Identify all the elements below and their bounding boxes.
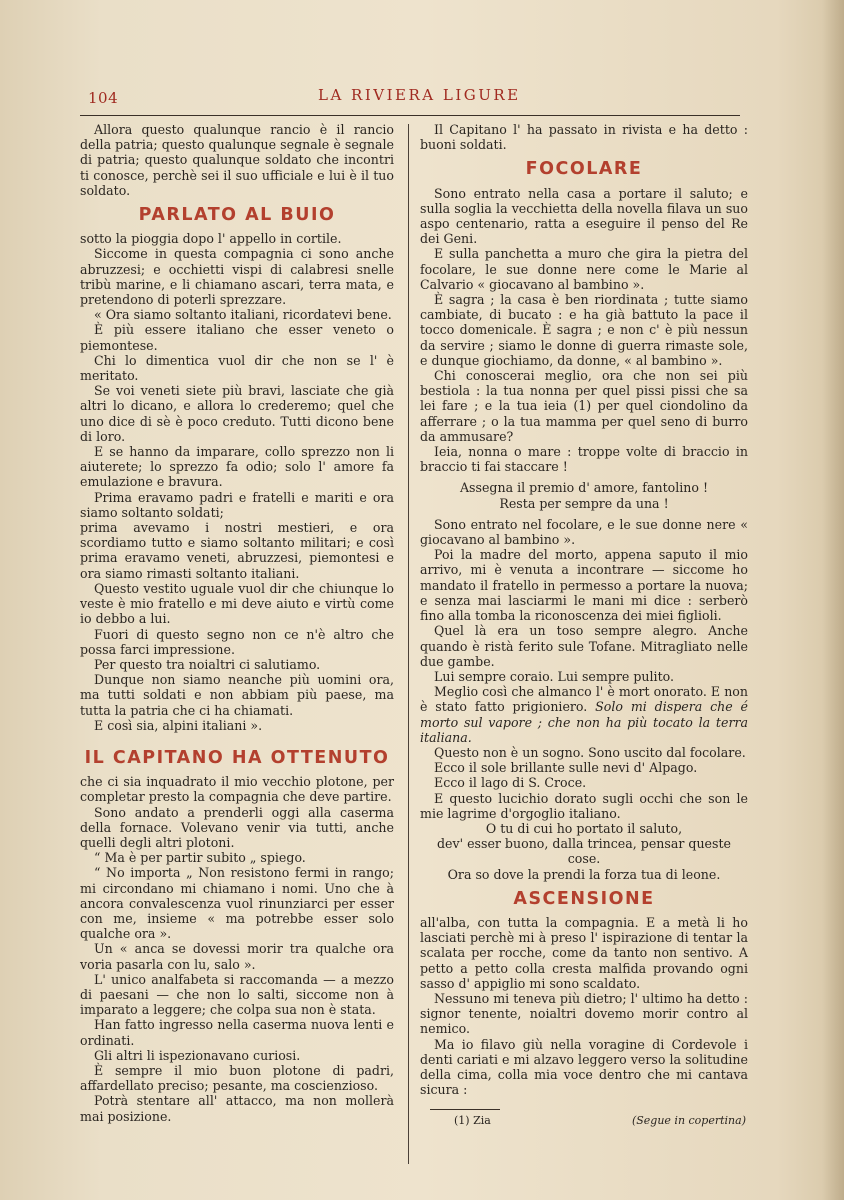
paragraph: sotto la pioggia dopo l' appello in cortile. [80,231,342,247]
paragraph: Dunque non siamo neanche più uomini ora, ma tutti soldati e non abbiam più paese, ma tutta la patria che ci ha chiamati. [80,672,394,718]
paragraph: Fuori di questo segno non ce n'è altro che possa farci impressione. [80,626,394,657]
paragraph: Sono entrato nella casa a portare il saluto; e sulla soglia la vecchietta della novella filava un suo aspo centenario, ratta a eseguire il penso del Re dei Geni. [420,185,748,247]
page-number: 104 [88,89,119,107]
section-heading-parlato-al-buio: PARLATO AL BUIO [138,205,336,226]
verse-line: O tu di cui ho portato il saluto, [485,820,683,836]
paragraph: Potrà stentare all' attacco, ma non mollerà mai posizione. [80,1093,394,1124]
paragraph: Ieia, nonna o mare : troppe volte di braccio in braccio ti fai staccare ! [420,444,748,475]
paragraph: È sagra ; la casa è ben riordinata ; tutte siamo cambiate, di bucato : e ha già battuto la pace il tocco domenicale. È sagra ; e non c' è più nessun da servire ; siamo le donne di guerra rimaste sole, e dunque giochiamo, da donne, « al bambino ». [420,292,748,368]
closing-verse [420,821,748,882]
section-heading-il-capitano: IL CAPITANO HA OTTENUTO [84,747,390,768]
paragraph: Per questo tra noialtri ci salutiamo. [94,656,321,672]
running-header [88,86,748,110]
italic-text: Solo mi dispera che é morto sul vapore ; che non ha più tocato la terra italiana. [420,699,748,745]
header-rule [80,115,740,116]
verse-line: Resta per sempre da una ! [499,495,669,511]
footnote: (1) Zia [454,1114,491,1128]
paragraph: “ No importa „ Non resistono fermi in rango; mi circondano mi chiamano i nomi. Uno che à ancora convalescenza vuol rinunziarci per esser con me, insieme « ma potrebbe esser solo qualche ora ». [80,865,394,942]
paragraph: Ecco il lago di S. Croce. [434,775,587,791]
paragraph: « Ora siamo soltanto italiani, ricordatevi bene. [94,307,392,323]
paragraph: Lui sempre coraio. Lui sempre pulito. [434,668,675,684]
paragraph: Gli altri li ispezionavano curiosi. [94,1047,301,1063]
paragraph: prima avevamo i nostri mestieri, e ora scordiamo tutto e siamo soltanto militari; e così prima eravamo veneti, abruzzesi, piemontesi e ora siamo rimasti soltanto italiani. [80,520,394,581]
paragraph: Questo non è un sogno. Sono uscito dal focolare. [434,744,746,760]
section-heading-focolare: FOCOLARE [525,159,643,180]
journal-title: LA RIVIERA LIGURE [318,86,521,104]
paragraph: Chi conoscerai meglio, ora che non sei più bestiola : la tua nonna per quel pissi pissi che sa lei fare ; e la tua ieia (1) per quel ciondolino da afferrare ; o la tua mamma per quel seno di burro da ammusare? [420,368,748,444]
footnote-rule [430,1109,500,1110]
paragraph: all'alba, con tutta la compagnia. E a metà li ho lasciati perchè mi à preso l' ispirazione di tentar la scalata per rocche, come da tanto non sentivo. A petto a petto colla cresta malfida provando ogni sasso d' appiglio mi sono scaldato. [420,914,748,991]
paragraph: Poi la madre del morto, appena saputo il mio arrivo, mi è venuta a incontrare — siccome ho mandato il fratello in permesso a portare la nuova; e senza mai lasciarmi le mani mi dice : serberò fino alla tomba la riconoscenza dei miei figlioli. [420,547,748,624]
paragraph: Nessuno mi teneva più dietro; l' ultimo ha detto : signor tenente, noialtri dovemo morir contro al nemico. [420,990,748,1037]
paragraph: Ma io filavo giù nella voragine di Cordevole i denti cariati e mi alzavo leggero verso la solitudine della cima, colla mia voce dentro che mi cantava sicura : [420,1036,748,1098]
paragraph: Sono andato a prenderli oggi alla caserma della fornace. Volevano venir via tutti, anche quelli degli altri plotoni. [80,804,394,850]
continuation-note: (Segue in copertina) [631,1114,746,1128]
paragraph: E così sia, alpini italiani ». [94,717,263,733]
paragraph: E questo lucichio dorato sugli occhi che son le mie lagrime d'orgoglio italiano. [420,790,748,821]
column-divider [408,124,409,1164]
footnote-row [420,1114,748,1128]
right-column [420,122,748,1128]
paragraph: Quel là era un toso sempre alegro. Anche quando è ristà ferito sule Tofane. Mitragliato nelle due gambe. [420,623,748,669]
paragraph: L' unico analfabeta si raccomanda — a mezzo di paesani — che non lo salti, siccome non à imparato a leggere; che colpa sua non è stata. [80,971,394,1018]
paragraph: Han fatto ingresso nella caserma nuova lenti e ordinati. [80,1017,394,1048]
paragraph: E se hanno da imparare, collo sprezzo non li aiuterete; lo sprezzo fa odio; solo l' amore fa emulazione e bravura. [80,444,394,490]
intro-paragraph: Il Capitano l' ha passato in rivista e ha detto : buoni soldati. [420,122,748,153]
paragraph: È sempre il mio buon plotone di padri, affardellato preciso; pesante, ma coscienzioso. [80,1062,394,1094]
paragraph: Ecco il sole brillante sulle nevi d' Alpago. [434,760,698,776]
paragraph: “ Ma è per partir subito „ spiego. [94,850,306,866]
paragraph: che ci sia inquadrato il mio vecchio plotone, per completar presto la compagnia che deve partire. [80,774,394,805]
intro-paragraph: Allora questo qualunque rancio è il rancio della patria; questo qualunque segnale è segnale di patria; questo qualunque soldato che incontri ti conosce, perchè sei il suo ufficiale e lui è il tuo soldato. [80,122,394,198]
verse-line: Assegna il premio d' amore, fantolino ! [459,480,709,496]
paragraph: Se voi veneti siete più bravi, lasciate che già altri lo dicano, e allora lo crederemo; quel che uno dice di sè è poco creduto. Tutti dicono bene di loro. [80,383,394,444]
page-edge-shadow [822,0,844,1200]
paragraph: Questo vestito uguale vuol dir che chiunque lo veste è mio fratello e mi deve aiuto e virtù come io debbo a lui. [80,580,394,627]
plain-text: Meglio così che almanco l' è mort onorato. E non è stato fatto prigioniero. [420,684,748,715]
verse-line: Ora so dove la prendi la forza tua di leone. [447,866,721,882]
paragraph: Prima eravamo padri e fratelli e mariti e ora siamo soltanto soldati; [80,489,394,520]
paragraph: Sono entrato nel focolare, e le sue donne nere « giocavano al bambino ». [420,516,748,548]
verse-block [420,480,748,510]
paragraph: È più essere italiano che esser veneto o piemontese. [80,322,394,353]
paragraph: Chi lo dimentica vuol dir che non se l' è meritato. [80,352,394,384]
paragraph: Un « anca se dovessi morir tra qualche ora voria pasarla con lu, salo ». [80,941,394,972]
left-column [80,122,394,1124]
paragraph: E sulla panchetta a muro che gira la pietra del focolare, le sue donne nere come le Marie al Calvario « giocavano al bambino ». [420,246,748,292]
mixed-paragraph [420,684,748,745]
paragraph: Siccome in questa compagnia ci sono anche abruzzesi; e occhietti vispi di calabresi snelle tribù marine, e li chiamano ascari, terra mata, e pretendono di poterli sprezzare. [80,246,394,308]
section-heading-ascensione: ASCENSIONE [513,888,655,909]
verse-line: dev' esser buono, dalla trincea, pensar queste cose. [436,836,731,867]
